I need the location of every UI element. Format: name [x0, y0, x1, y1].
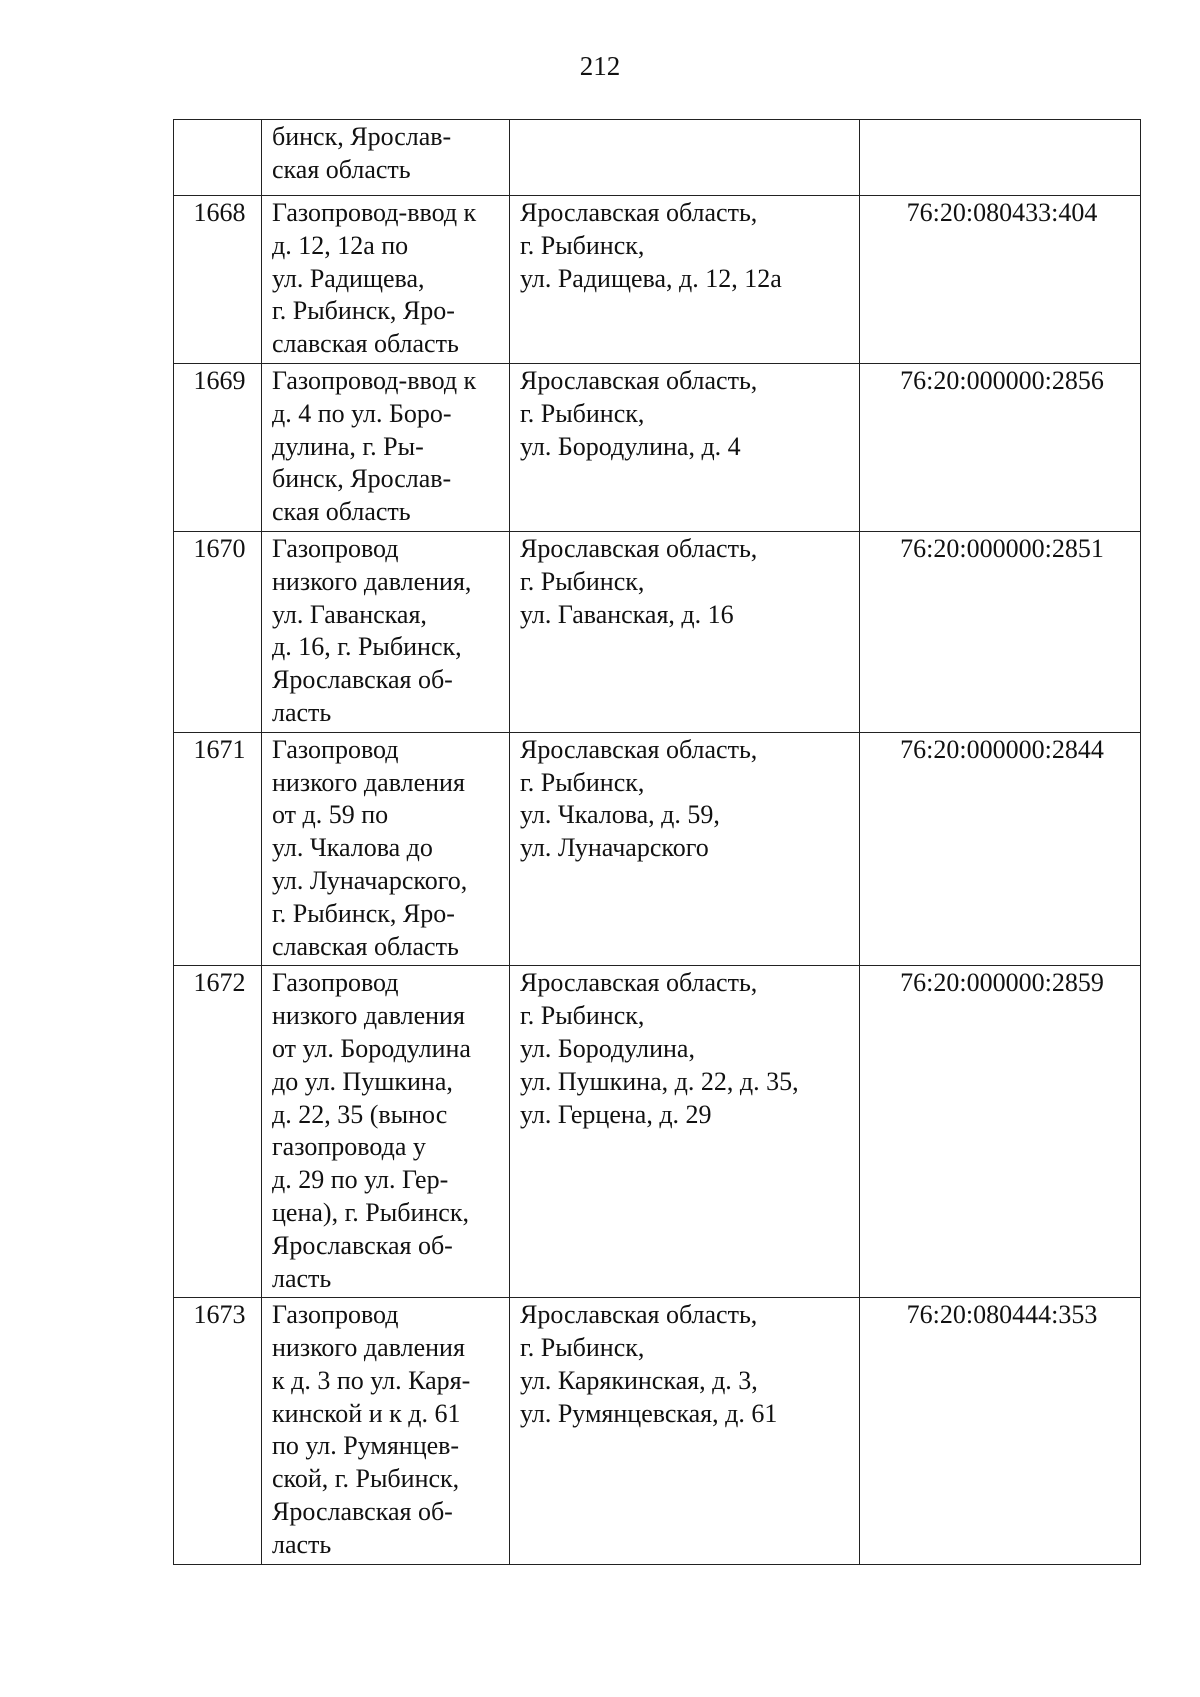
cadastral-number: 76:20:000000:2844: [860, 732, 1141, 966]
row-number: 1672: [174, 966, 262, 1298]
row-number: 1673: [174, 1298, 262, 1564]
table-row: [174, 196, 1141, 364]
object-name: Газопровод низкого давления от ул. Бородулина до ул. Пушкина, д. 22, 35 (вынос газопровода у д. 29 по ул. Гер- цена), г. Рыбинск, Ярославская об- ласть: [262, 966, 510, 1298]
object-name: Газопровод-ввод к д. 4 по ул. Боро- дулина, г. Ры- бинск, Ярослав- ская область: [262, 363, 510, 531]
table-row: [174, 1298, 1141, 1564]
row-number: 1668: [174, 196, 262, 364]
cadastral-number: 76:20:000000:2856: [860, 363, 1141, 531]
row-number: [174, 120, 262, 196]
row-number: 1669: [174, 363, 262, 531]
cadastral-number: [860, 120, 1141, 196]
registry-table: [173, 119, 1141, 1565]
object-address: Ярославская область, г. Рыбинск, ул. Бородулина, д. 4: [510, 363, 860, 531]
table-row: [174, 732, 1141, 966]
row-number: 1671: [174, 732, 262, 966]
page-number: 212: [579, 51, 621, 81]
object-address: Ярославская область, г. Рыбинск, ул. Бородулина, ул. Пушкина, д. 22, д. 35, ул. Герцена, д. 29: [510, 966, 860, 1298]
cadastral-number: 76:20:080433:404: [860, 196, 1141, 364]
object-address: Ярославская область, г. Рыбинск, ул. Чкалова, д. 59, ул. Луначарского: [510, 732, 860, 966]
object-address: Ярославская область, г. Рыбинск, ул. Радищева, д. 12, 12а: [510, 196, 860, 364]
table-row: [174, 120, 1141, 196]
object-address: Ярославская область, г. Рыбинск, ул. Карякинская, д. 3, ул. Румянцевская, д. 61: [510, 1298, 860, 1564]
cadastral-number: 76:20:080444:353: [860, 1298, 1141, 1564]
cadastral-number: 76:20:000000:2859: [860, 966, 1141, 1298]
row-number: 1670: [174, 531, 262, 732]
object-name: Газопровод низкого давления, ул. Гаванская, д. 16, г. Рыбинск, Ярославская об- ласть: [262, 531, 510, 732]
object-name: Газопровод низкого давления к д. 3 по ул. Каря- кинской и к д. 61 по ул. Румянцев- ской, г. Рыбинск, Ярославская об- ласть: [262, 1298, 510, 1564]
object-address: [510, 120, 860, 196]
table-row: [174, 531, 1141, 732]
table-row: [174, 363, 1141, 531]
object-name: бинск, Ярослав- ская область: [262, 120, 510, 196]
object-address: Ярославская область, г. Рыбинск, ул. Гаванская, д. 16: [510, 531, 860, 732]
table-row: [174, 966, 1141, 1298]
cadastral-number: 76:20:000000:2851: [860, 531, 1141, 732]
object-name: Газопровод-ввод к д. 12, 12а по ул. Радищева, г. Рыбинск, Яро- славская область: [262, 196, 510, 364]
object-name: Газопровод низкого давления от д. 59 по ул. Чкалова до ул. Луначарского, г. Рыбинск, Яро- славская область: [262, 732, 510, 966]
